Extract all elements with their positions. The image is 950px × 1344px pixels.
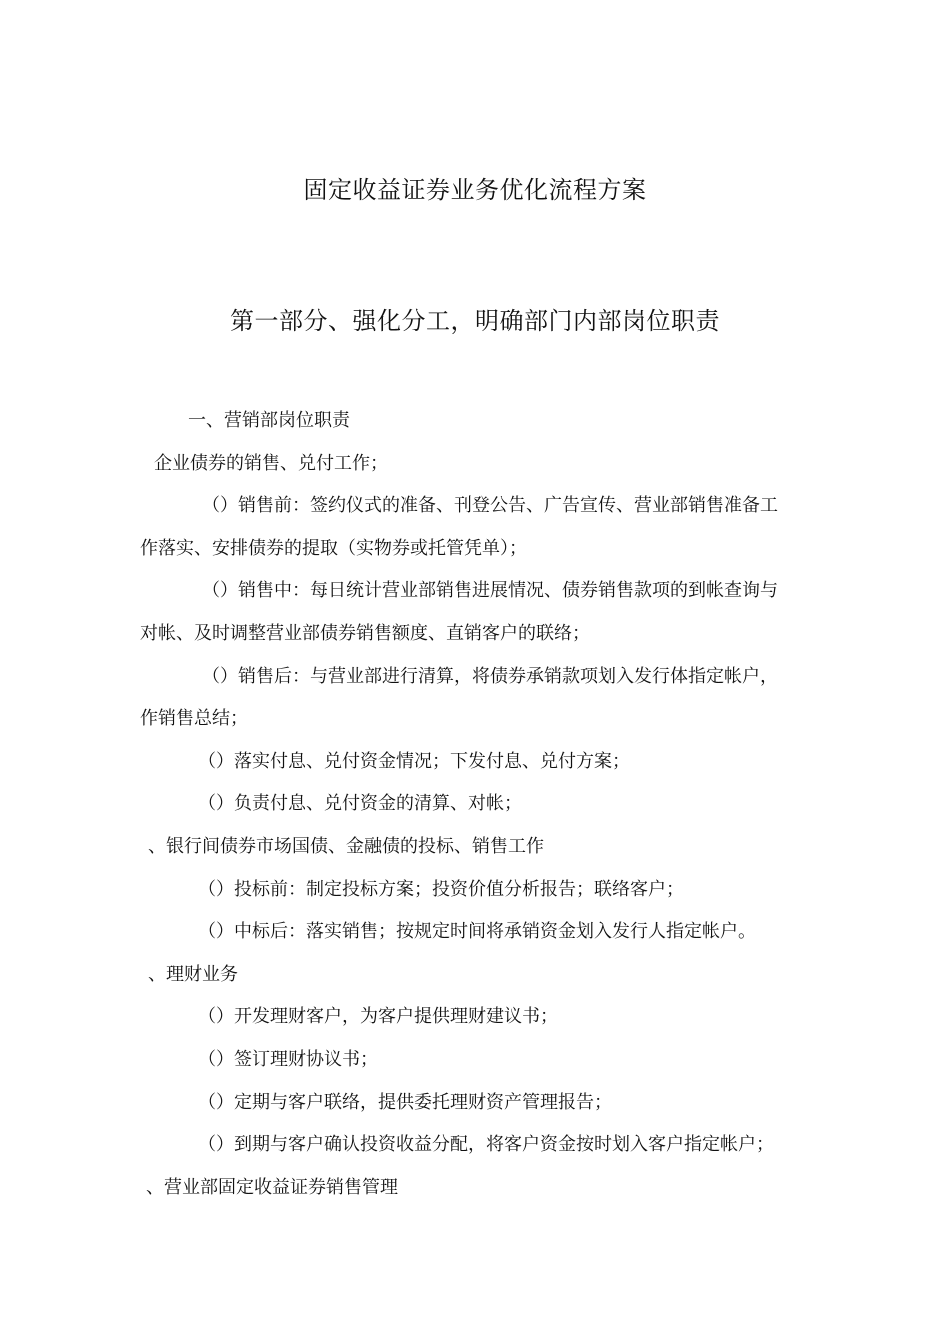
paragraph-line: （）定期与客户联络，提供委托理财资产管理报告；	[198, 1091, 612, 1113]
part-title: 第一部分、强化分工，明确部门内部岗位职责	[230, 307, 720, 335]
paragraph-line: 作落实、安排债券的提取（实物券或托管凭单）；	[140, 537, 527, 559]
paragraph-line: （）销售后：与营业部进行清算，将债券承销款项划入发行体指定帐户，	[202, 665, 778, 687]
paragraph-line: （）负责付息、兑付资金的清算、对帐；	[198, 793, 522, 815]
subsection-heading: 、银行间债券市场国债、金融债的投标、销售工作	[148, 835, 544, 857]
paragraph-line: （）销售前：签约仪式的准备、刊登公告、广告宣传、营业部销售准备工	[202, 495, 778, 517]
paragraph-line: （）落实付息、兑付资金情况；下发付息、兑付方案；	[198, 750, 630, 772]
paragraph-line: （）开发理财客户，为客户提供理财建议书；	[198, 1006, 558, 1028]
paragraph-line: （）签订理财协议书；	[198, 1048, 378, 1070]
document-title: 固定收益证券业务优化流程方案	[303, 176, 647, 204]
paragraph-line: 作销售总结；	[140, 708, 248, 730]
section-heading: 一、营销部岗位职责	[188, 410, 350, 431]
paragraph-line: （）中标后：落实销售；按规定时间将承销资金划入发行人指定帐户。	[198, 921, 756, 943]
paragraph-line: （）投标前：制定投标方案；投资价值分析报告；联络客户；	[198, 878, 684, 900]
subsection-heading: 、理财业务	[148, 963, 238, 985]
paragraph-line: （）到期与客户确认投资收益分配，将客户资金按时划入客户指定帐户；	[198, 1134, 774, 1156]
paragraph-line: （）销售中：每日统计营业部销售进展情况、债券销售款项的到帐查询与	[202, 580, 778, 602]
subsection-heading: 企业债券的销售、兑付工作；	[154, 452, 388, 474]
document-body	[140, 407, 810, 1216]
subsection-heading: 、营业部固定收益证券销售管理	[146, 1176, 398, 1198]
paragraph-line: 对帐、及时调整营业部债券销售额度、直销客户的联络；	[140, 622, 590, 644]
